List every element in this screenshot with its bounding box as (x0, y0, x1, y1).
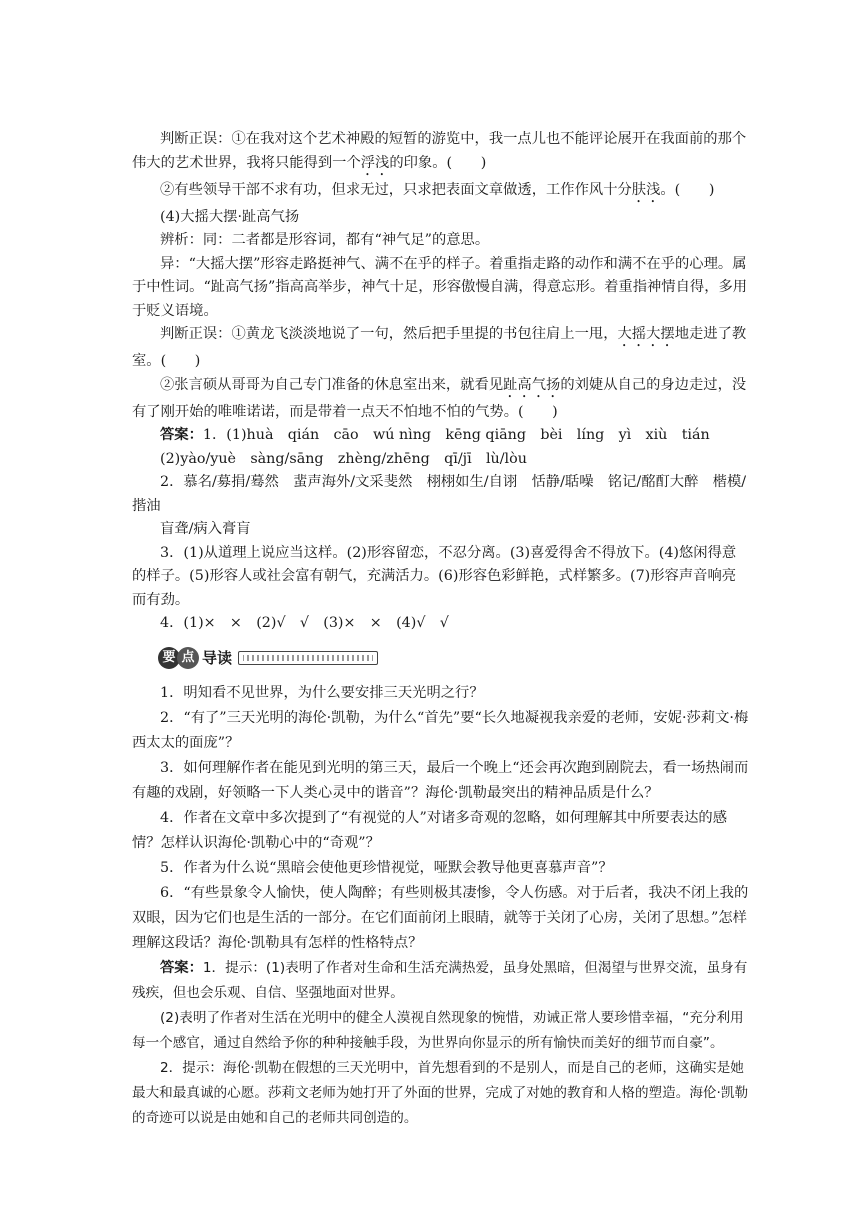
text: ②张言硕从哥哥为自己专门准备的休息室出来，就看见 (160, 376, 504, 393)
analysis-diff: 异：“大摇大摆”形容走路挺神气、满不在乎的样子。着重指走路的动作和满不在乎的心理。属于中性词。“趾高气扬”指高高举步，神气十足，形容傲慢自满，得意忘形。着重指神情自得，多用于贬义语境。 (132, 255, 748, 319)
section-title: 导读 (202, 649, 233, 667)
judgment-line (132, 323, 750, 374)
analysis-same: 辨析：同：二者都是形容词，都有“神气足”的意思。 (160, 232, 490, 248)
judgment-line (132, 374, 750, 425)
text: 1．提示：(1)表明了作者对生命和生活充满热爱，虽身处黑暗，但渴望与世界交流，虽身有残疾，但也会乐观、自信、坚强地面对世界。 (132, 959, 748, 1001)
answer-line: 4．(1)× × (2)√ √ (3)× × (4)√ √ (160, 615, 449, 631)
text: 的刘婕从自己的身边走过，没有了刚开始的唯唯诺诺，而是带着一点天不怕地不怕的气势。( ) (132, 376, 747, 420)
answer-line (132, 956, 750, 1006)
question-item: 3．如何理解作者在能见到光明的第三天，最后一个晚上“还会再次跑到剧院去，看一场热闹而有趣的戏剧，好领略一下人类心灵中的谐音”？海伦·凯勒最突出的精神品质是什么？ (132, 759, 749, 801)
answer-line (132, 424, 750, 448)
question-item: 2．“有了”三天光明的海伦·凯勒，为什么“首先”要“长久地凝视我亲爱的老师，安妮·莎莉文·梅西太太的面庞”？ (132, 709, 749, 751)
section-header (158, 643, 750, 673)
section-dotted-rule (238, 651, 378, 665)
badge-char: 要 (158, 647, 180, 669)
emphasized-word: 肤浅 (631, 181, 661, 198)
text: 的印象。( ) (389, 154, 487, 171)
answer-line: (2)表明了作者对生活在光明中的健全人漠视自然现象的惋惜，劝诫正常人要珍惜幸福，“充分利用每一个感官，通过自然给予你的种种接触手段，为世界向你显示的所有愉快而美好的细节而自豪”。 (132, 1009, 744, 1051)
section-badge (158, 647, 196, 669)
answer-line: 2．慕名/募捐/蓦然 蜚声海外/文采斐然 栩栩如生/自诩 恬静/聒噪 铭记/酩酊大醉 楷模/揩油 (132, 474, 747, 514)
answer-label: 答案： (160, 959, 203, 976)
answer-line: (2)yào/yuè sàng/sāng zhèng/zhēng qī/jī lù/lòu (160, 450, 527, 467)
word-pair-heading: (4)大摇大摆·趾高气扬 (160, 208, 300, 225)
text: 判断正误：①在我对这个艺术神殿的短暂的游览中，我一点儿也不能评论展开在我面前的那个伟大的艺术世界，我将只能得到一个 (132, 131, 747, 171)
emphasized-word: 浮浅 (360, 154, 390, 171)
text: ②有些领导干部不求有功，但求无过，只求把表面文章做透，工作作风十分 (160, 181, 632, 198)
text: 判断正误：①黄龙飞淡淡地说了一句，然后把手里提的书包往肩上一甩， (160, 326, 618, 342)
answer-label: 答案： (160, 427, 203, 443)
question-item: 6．“有些景象令人愉快，使人陶醉；有些则极其凄惨，令人伤感。对于后者，我决不闭上我的双眼，因为它们也是生活的一部分。在它们面前闭上眼睛，就等于关闭了心房，关闭了思想。”怎样理解这段话？海伦·凯勒具有怎样的性格特点？ (132, 884, 749, 951)
emphasized-word: 趾高气扬 (503, 376, 561, 393)
answer-line: 3．(1)从道理上说应当这样。(2)形容留恋，不忍分离。(3)喜爱得舍不得放下。(4)悠闲得意的样子。(5)形容人或社会富有朝气，充满活力。(6)形容色彩鲜艳，式样繁多。(7)形容声音响亮而有劲。 (132, 544, 737, 608)
judgment-line (132, 128, 750, 179)
question-item: 4．作者在文章中多次提到了“有视觉的人”对诸多奇观的忽略，如何理解其中所要表达的感情？怎样认识海伦·凯勒心中的“奇观”？ (132, 809, 727, 851)
question-item: 5．作者为什么说“黑暗会使他更珍惜视觉，哑默会教导他更喜慕声音”？ (160, 859, 613, 876)
text: 。( ) (660, 181, 715, 198)
emphasized-word: 大摇大摆 (617, 326, 675, 342)
answer-line: 盲聋/病入膏肓 (160, 521, 251, 537)
text: 1．(1)huà qián cāo wú nìng kēng qiāng bèi líng yì xiù tián (202, 427, 710, 443)
text: 地走进了教室。( ) (132, 326, 747, 369)
answer-line: 2．提示：海伦·凯勒在假想的三天光明中，首先想看到的不是别人，而是自己的老师，这确实是她最大和最真诚的心愿。莎莉文老师为她打开了外面的世界，完成了对她的教育和人格的塑造。海伦·凯勒的奇迹可以说是由她和自己的老师共同创造的。 (132, 1059, 749, 1126)
badge-char: 点 (177, 647, 199, 669)
judgment-line (132, 179, 750, 206)
question-item: 1．明知看不见世界，为什么要安排三天光明之行？ (160, 684, 484, 701)
